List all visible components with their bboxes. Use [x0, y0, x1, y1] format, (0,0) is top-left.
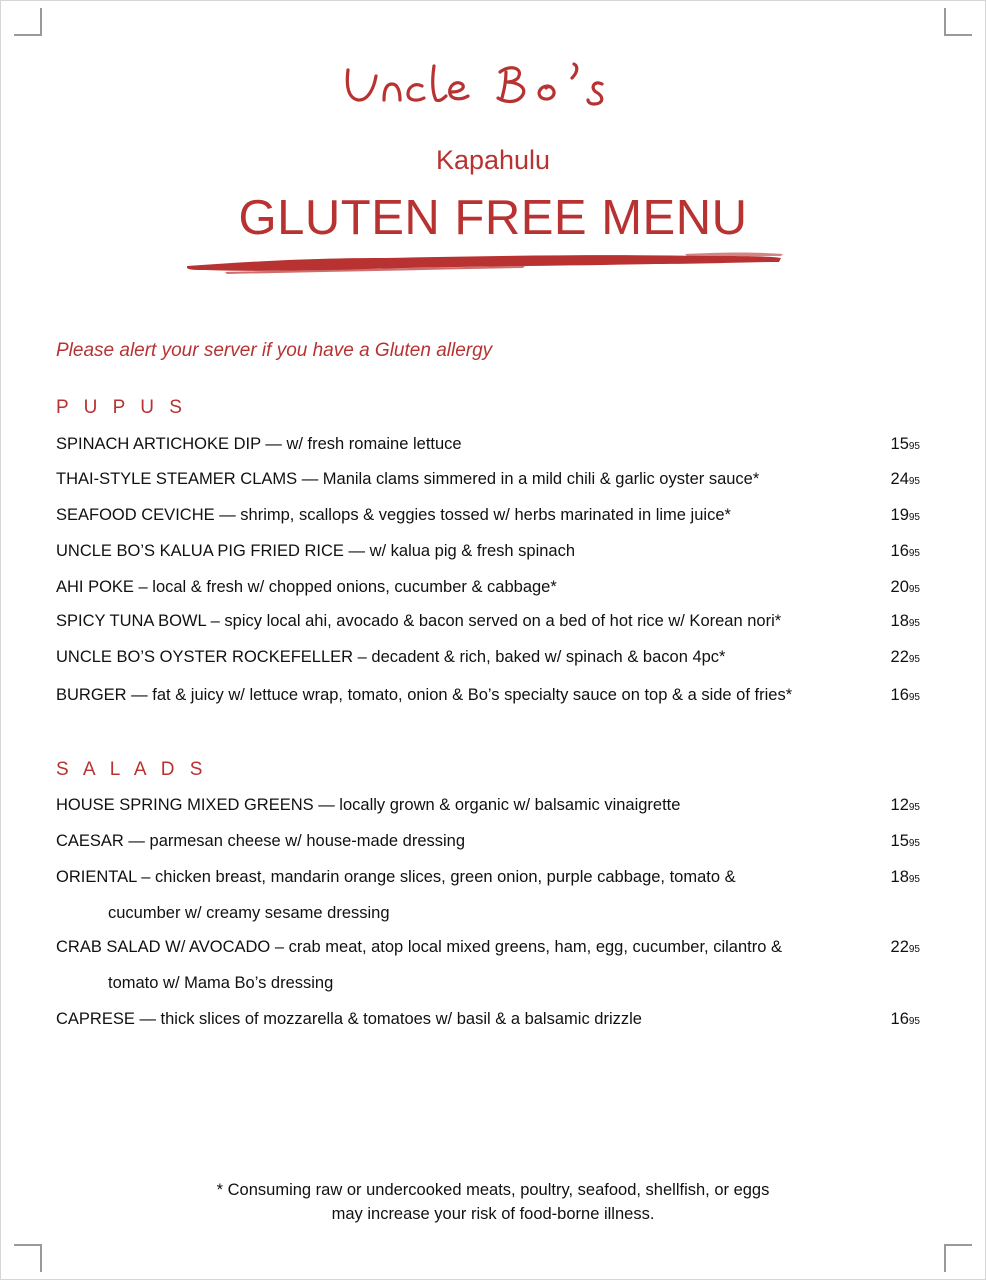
crop-mark-top-right [944, 8, 972, 36]
crop-mark-top-left [14, 8, 42, 36]
item-name: CAESAR — parmesan cheese w/ house-made dressing [56, 832, 466, 850]
item-name: UNCLE BO’S OYSTER ROCKEFELLER – decadent & rich, baked w/ spinach & bacon 4pc* [56, 648, 726, 666]
menu-item [56, 577, 920, 597]
menu-item [56, 505, 920, 525]
menu-item [56, 1009, 920, 1029]
item-price: 1695 [890, 542, 920, 560]
item-name: SPICY TUNA BOWL – spicy local ahi, avocado & bacon served on a bed of hot rice w/ Korean nori* [56, 612, 782, 630]
menu-item [56, 647, 920, 667]
menu-item [56, 611, 920, 631]
section-heading-pupus: P U P U S [56, 397, 187, 418]
item-price: 1695 [890, 1010, 920, 1028]
food-safety-disclaimer [0, 1178, 986, 1226]
menu-item [56, 867, 920, 923]
item-name-continued: cucumber w/ creamy sesame dressing [108, 904, 390, 922]
menu-item [56, 469, 920, 489]
menu-title: GLUTEN FREE MENU [238, 191, 748, 245]
crop-mark-bottom-right [944, 1244, 972, 1272]
section-heading-salads: S A L A D S [56, 759, 208, 780]
item-price: 1995 [890, 506, 920, 524]
disclaimer-line-1: * Consuming raw or undercooked meats, poultry, seafood, shellfish, or eggs [216, 1181, 770, 1199]
location-name: Kapahulu [435, 145, 551, 175]
crop-mark-bottom-left [14, 1244, 42, 1272]
item-name: BURGER — fat & juicy w/ lettuce wrap, tomato, onion & Bo’s specialty sauce on top & a side of fries* [56, 686, 793, 704]
item-name-continued: tomato w/ Mama Bo’s dressing [108, 974, 334, 992]
item-name: AHI POKE – local & fresh w/ chopped onions, cucumber & cabbage* [56, 578, 557, 596]
item-price: 1895 [890, 868, 920, 886]
item-name: HOUSE SPRING MIXED GREENS — locally grown & organic w/ balsamic vinaigrette [56, 796, 681, 814]
menu-item [56, 831, 920, 851]
item-price: 2295 [890, 648, 920, 666]
item-price: 1595 [890, 435, 920, 453]
item-price: 2295 [890, 938, 920, 956]
item-name: UNCLE BO’S KALUA PIG FRIED RICE — w/ kalua pig & fresh spinach [56, 542, 576, 560]
item-name: ORIENTAL – chicken breast, mandarin orange slices, green onion, purple cabbage, tomato & [56, 868, 736, 886]
item-price: 2095 [890, 578, 920, 596]
item-price: 1595 [890, 832, 920, 850]
allergy-alert: Please alert your server if you have a Gluten allergy [56, 340, 493, 361]
item-price: 1695 [890, 686, 920, 704]
menu-item [56, 937, 920, 993]
item-price: 2495 [890, 470, 920, 488]
item-price: 1295 [890, 796, 920, 814]
menu-item [56, 685, 920, 705]
item-price: 1895 [890, 612, 920, 630]
item-name: SEAFOOD CEVICHE — shrimp, scallops & veggies tossed w/ herbs marinated in lime juice* [56, 506, 731, 524]
item-name: CRAB SALAD W/ AVOCADO – crab meat, atop local mixed greens, ham, egg, cucumber, cilantro & [56, 938, 782, 956]
brand-logo [338, 58, 648, 128]
menu-item [56, 434, 920, 454]
brush-stroke-divider [185, 248, 785, 276]
item-name: THAI-STYLE STEAMER CLAMS — Manila clams simmered in a mild chili & garlic oyster sauce* [56, 470, 760, 488]
menu-item [56, 795, 920, 815]
item-name: SPINACH ARTICHOKE DIP — w/ fresh romaine lettuce [56, 435, 462, 453]
disclaimer-line-2: may increase your risk of food-borne illness. [331, 1205, 655, 1223]
item-name: CAPRESE — thick slices of mozzarella & tomatoes w/ basil & a balsamic drizzle [56, 1010, 642, 1028]
menu-item [56, 541, 920, 561]
